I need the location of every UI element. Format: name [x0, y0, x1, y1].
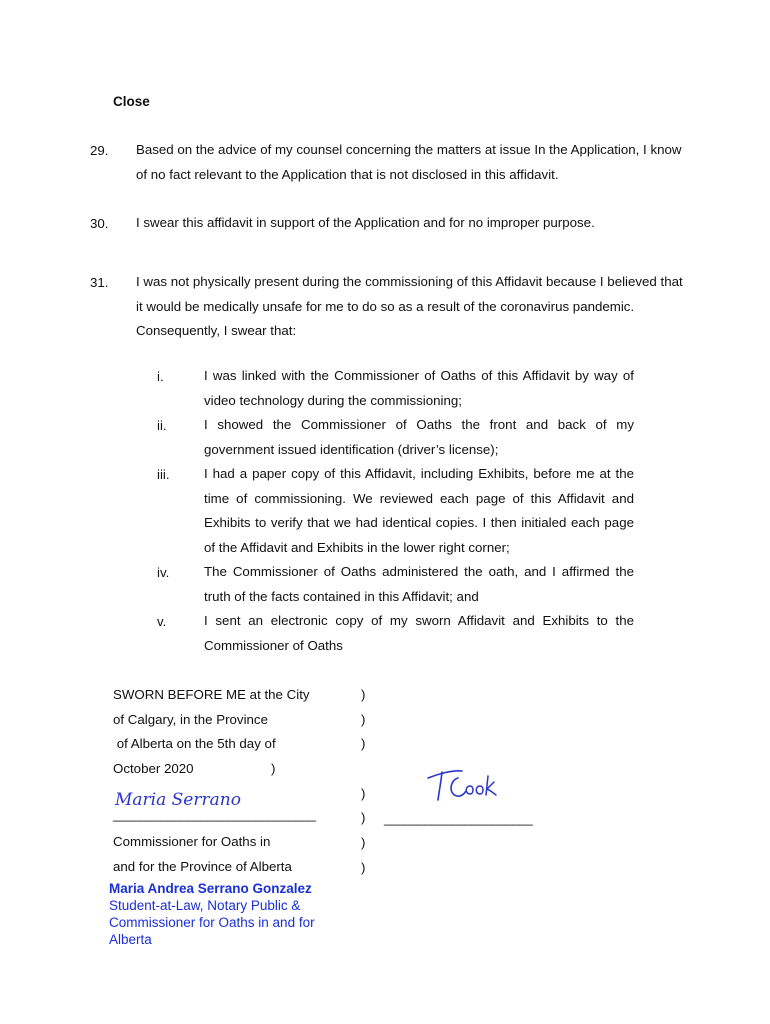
paragraph-31-text: I was not physically present during the commissioning of this Affidavit because I believed that it would be medically unsafe for me to do so as a result of the coronavirus pandemic. Consequently, I swear that: — [136, 274, 683, 338]
commissioner-title-1: Commissioner for Oaths in — [113, 834, 271, 849]
paragraph-30-text: I swear this affidavit in support of the Application and for no improper purpose. — [136, 215, 595, 230]
list-item-number: iv. — [157, 565, 170, 580]
jurat-paren: ) — [361, 860, 366, 875]
paragraph-number-31: 31. — [90, 275, 109, 290]
list-item-text: I had a paper copy of this Affidavit, including Exhibits, before me at the time of commissioning. We reviewed each page of this Affidavit and Exhibits to verify that we had identical copies. I then initialed each page of the Affidavit and Exhibits in the lower right corner; — [204, 466, 634, 555]
list-item-number: i. — [157, 369, 164, 384]
commissioner-signature: Maria Serrano — [115, 790, 241, 810]
deponent-signature — [424, 764, 504, 807]
commissioner-signature-line: ______________________________ — [113, 808, 316, 822]
jurat-line-4: October 2020 — [113, 761, 194, 776]
list-item-text: I sent an electronic copy of my sworn Affidavit and Exhibits to the Commissioner of Oaths — [204, 613, 634, 653]
list-item-number: iii. — [157, 467, 170, 482]
jurat-paren: ) — [361, 712, 366, 727]
stamp-name: Maria Andrea Serrano Gonzalez — [109, 881, 312, 896]
jurat-line-3: of Alberta on the 5th day of — [113, 736, 276, 751]
jurat-paren: ) — [361, 835, 366, 850]
list-item-text: I showed the Commissioner of Oaths the front and back of my government issued identification (driver’s license); — [204, 417, 634, 457]
list-item-text: I was linked with the Commissioner of Oaths of this Affidavit by way of video technology during the commissioning; — [204, 368, 634, 408]
list-item-text: The Commissioner of Oaths administered the oath, and I affirmed the truth of the facts contained in this Affidavit; and — [204, 564, 634, 604]
jurat-paren: ) — [361, 786, 366, 801]
paragraph-number-30: 30. — [90, 216, 109, 231]
stamp-line-3: Alberta — [109, 932, 152, 947]
deponent-signature-line: ______________________ — [384, 812, 533, 826]
jurat-line-2: of Calgary, in the Province — [113, 712, 268, 727]
jurat-paren: ) — [361, 736, 366, 751]
list-item-number: v. — [157, 614, 167, 629]
list-item-number: ii. — [157, 418, 167, 433]
jurat-paren: ) — [361, 810, 366, 825]
commissioner-title-2: and for the Province of Alberta — [113, 859, 292, 874]
close-link[interactable]: Close — [113, 94, 150, 109]
jurat-paren: ) — [361, 687, 366, 702]
jurat-paren: ) — [271, 761, 276, 776]
stamp-line-2: Commissioner for Oaths in and for — [109, 915, 315, 930]
paragraph-29-text: Based on the advice of my counsel concerning the matters at issue In the Application, I know of no fact relevant to the Application that is not disclosed in this affidavit. — [136, 142, 682, 182]
stamp-line-1: Student-at-Law, Notary Public & — [109, 898, 301, 913]
jurat-line-1: SWORN BEFORE ME at the City — [113, 687, 310, 702]
paragraph-number-29: 29. — [90, 143, 109, 158]
